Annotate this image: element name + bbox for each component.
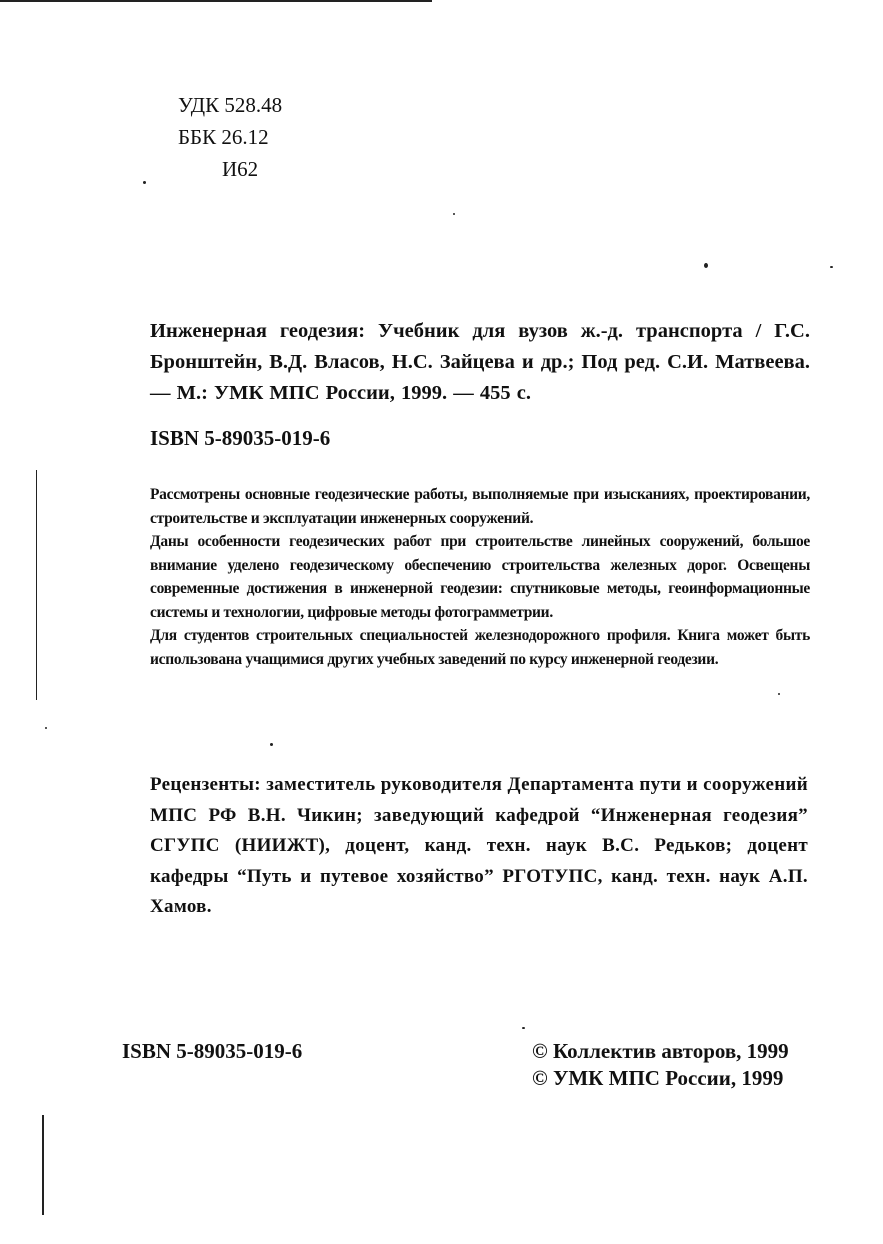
scan-speck xyxy=(45,727,47,729)
scan-left-margin-line-lower xyxy=(42,1115,44,1215)
copyright-authors: © Коллектив авторов, 1999 xyxy=(532,1039,789,1063)
bbk-code: ББК 26.12 xyxy=(178,125,269,149)
udk-code: УДК 528.48 xyxy=(178,93,283,117)
bibliographic-citation xyxy=(150,316,810,409)
annotation-paragraph-2: Даны особенности геодезических работ при строительстве линейных сооружений, большое внимание уделено геодезическому обеспечению строительства железных дорог. Освещены современные достижения в инженерной геодезии: спутниковые методы, геоинформационные системы и технологии, цифровые методы фотограмметрии. xyxy=(150,533,810,621)
scan-speck xyxy=(270,743,273,746)
scan-speck xyxy=(830,266,833,268)
author-sign: И62 xyxy=(222,157,259,181)
scan-left-margin-line xyxy=(36,470,37,700)
annotation xyxy=(150,483,810,671)
scan-speck xyxy=(143,181,146,184)
reviewers: Рецензенты: заместитель руководителя Департамента пути и сооружений МПС РФ В.Н. Чикин; заведующий кафедрой “Инженерная геодезия” СГУПС (НИИЖТ), доцент, канд. техн. наук В.С. Редьков; доцент кафедры “Путь и путевое хозяйство” РГОТУПС, канд. техн. наук А.П. Хамов. xyxy=(150,774,808,917)
scan-speck xyxy=(778,693,780,695)
annotation-paragraph-3: Для студентов строительных специальностей железнодорожного профиля. Книга может быть использована учащимися других учебных заведений по курсу инженерной геодезии. xyxy=(150,627,810,668)
scan-speck xyxy=(453,213,455,215)
annotation-paragraph-1: Рассмотрены основные геодезические работы, выполняемые при изысканиях, проектировании, строительстве и эксплуатации инженерных сооружений. xyxy=(150,486,810,527)
citation-details: : Учебник для вузов ж.-д. транспорта / Г.С. Бронштейн, В.Д. Власов, Н.С. Зайцева и др.; Под ред. С.И. Матвеева. — М.: УМК МПС России, 1999. — 455 с. xyxy=(150,320,810,404)
scan-speck xyxy=(704,263,708,268)
scan-speck xyxy=(522,1027,525,1029)
isbn-bottom: ISBN 5-89035-019-6 xyxy=(122,1039,303,1063)
isbn-top: ISBN 5-89035-019-6 xyxy=(150,426,331,450)
book-title: Инженерная геодезия xyxy=(150,320,359,342)
scan-top-edge-line xyxy=(0,0,432,2)
copyright-publisher: © УМК МПС России, 1999 xyxy=(532,1066,784,1090)
